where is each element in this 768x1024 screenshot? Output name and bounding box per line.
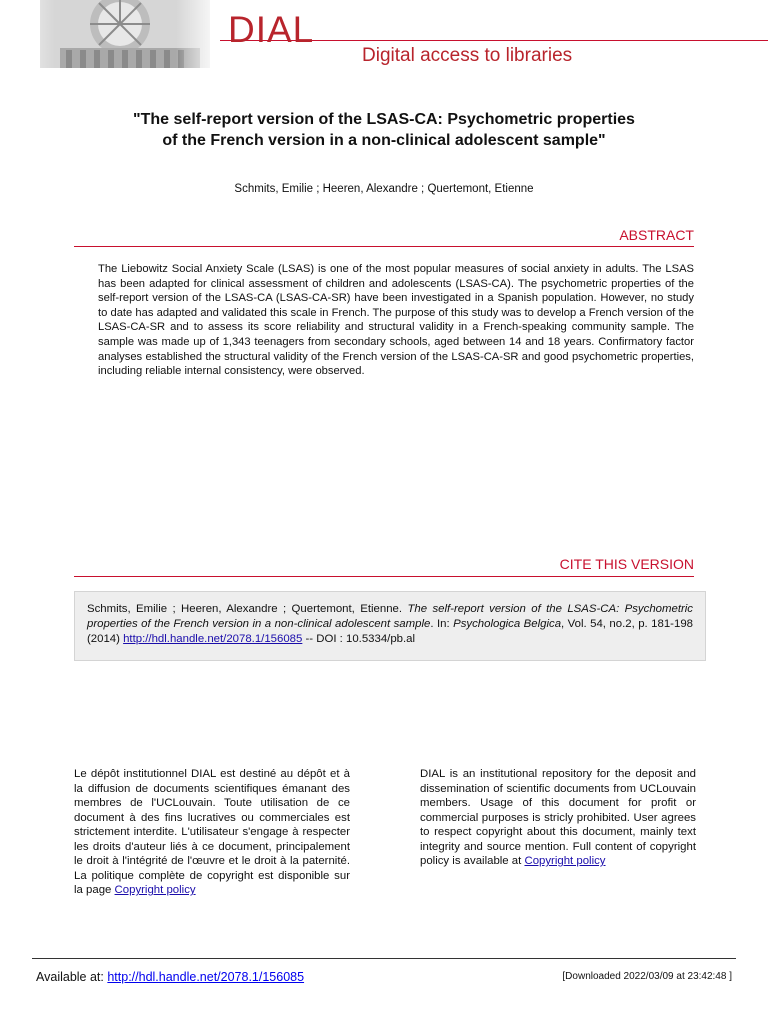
- footer-available-label: Available at:: [36, 970, 108, 984]
- notice-french-text: Le dépôt institutionnel DIAL est destiné au dépôt et à la diffusion de documents scientifiques émanant des membres de l'UCLouvain. Toute utilisation de ce document à des fins lucratives ou commerciales est strictement interdite. L'utilisateur s'engage à respecter les droits d'auteur liés à ce document, principalement le droit à l'intégrité de l'œuvre et le droit à la paternité. La politique complète de copyright est disponible sur la page: [74, 768, 350, 896]
- copyright-policy-link-fr[interactable]: Copyright policy: [114, 884, 196, 896]
- title-line-1: "The self-report version of the LSAS-CA: Psychometric properties: [133, 111, 635, 128]
- citation-box: [74, 591, 706, 661]
- abstract-divider: [74, 246, 694, 247]
- library-building-logo: [0, 0, 220, 68]
- footer-available: [36, 970, 304, 984]
- citation-article-title: The self-report version of the LSAS-CA: Psychometric properties of the French version in a non-clinical adolescent sample: [87, 603, 694, 630]
- title-line-2: of the French version in a non-clinical adolescent sample": [162, 132, 606, 149]
- brand-logo-text: DIAL: [228, 9, 315, 50]
- abstract-body: The Liebowitz Social Anxiety Scale (LSAS) is one of the most popular measures of social anxiety in adults. The LSAS has been adapted for clinical assessment of children and adolescents (LSAS-CA). The psychometric properties of the self-report version of the LSAS-CA (LSAS-CA-SR) have been investigated in a Spanish population. However, no study to date has adapted and validated this scale in French. The purpose of this study was to develop a French version of the LSAS-CA-SR and to assess its score reliability and structural validity in a French-speaking community sample. The sample was made up of 1,343 teenagers from secondary schools, aged between 14 and 18 years. Confirmatory factor analyses established the structural validity of the French version of the LSAS-CA-SR and good psychometric properties, including reliable internal consistency, were observed.: [98, 263, 694, 378]
- brand-tagline: Digital access to libraries: [362, 45, 573, 66]
- cite-heading: CITE THIS VERSION: [559, 556, 694, 572]
- footer-handle-link[interactable]: http://hdl.handle.net/2078.1/156085: [107, 970, 305, 984]
- footer-divider: [32, 958, 736, 959]
- footer-download-timestamp: [Downloaded 2022/03/09 at 23:42:48 ]: [562, 971, 732, 982]
- notice-french: [74, 767, 350, 898]
- copyright-policy-link-en[interactable]: Copyright policy: [524, 855, 606, 867]
- citation-journal: Psychologica Belgica: [453, 618, 562, 630]
- notice-english: [420, 767, 696, 869]
- citation-doi: -- DOI : 10.5334/pb.al: [302, 633, 416, 645]
- abstract-heading: ABSTRACT: [619, 227, 694, 243]
- citation-handle-link[interactable]: http://hdl.handle.net/2078.1/156085: [123, 633, 303, 645]
- cite-divider: [74, 576, 694, 577]
- citation-in: . In:: [430, 618, 454, 630]
- document-title: [100, 109, 668, 151]
- notice-english-text: DIAL is an institutional repository for the deposit and dissemination of scientific documents from UCLouvain members. Usage of this document for profit or commercial purposes is stricly prohibited. User agrees to respect copyright about this document, mainly text integrity and source mention. Full content of copyright policy is available at: [420, 768, 696, 867]
- citation-authors: Schmits, Emilie ; Heeren, Alexandre ; Quertemont, Etienne.: [87, 603, 408, 615]
- authors-line: Schmits, Emilie ; Heeren, Alexandre ; Quertemont, Etienne: [234, 183, 534, 195]
- citation-volume: , Vol. 54, no.2, p. 181-198 (2014): [87, 618, 693, 645]
